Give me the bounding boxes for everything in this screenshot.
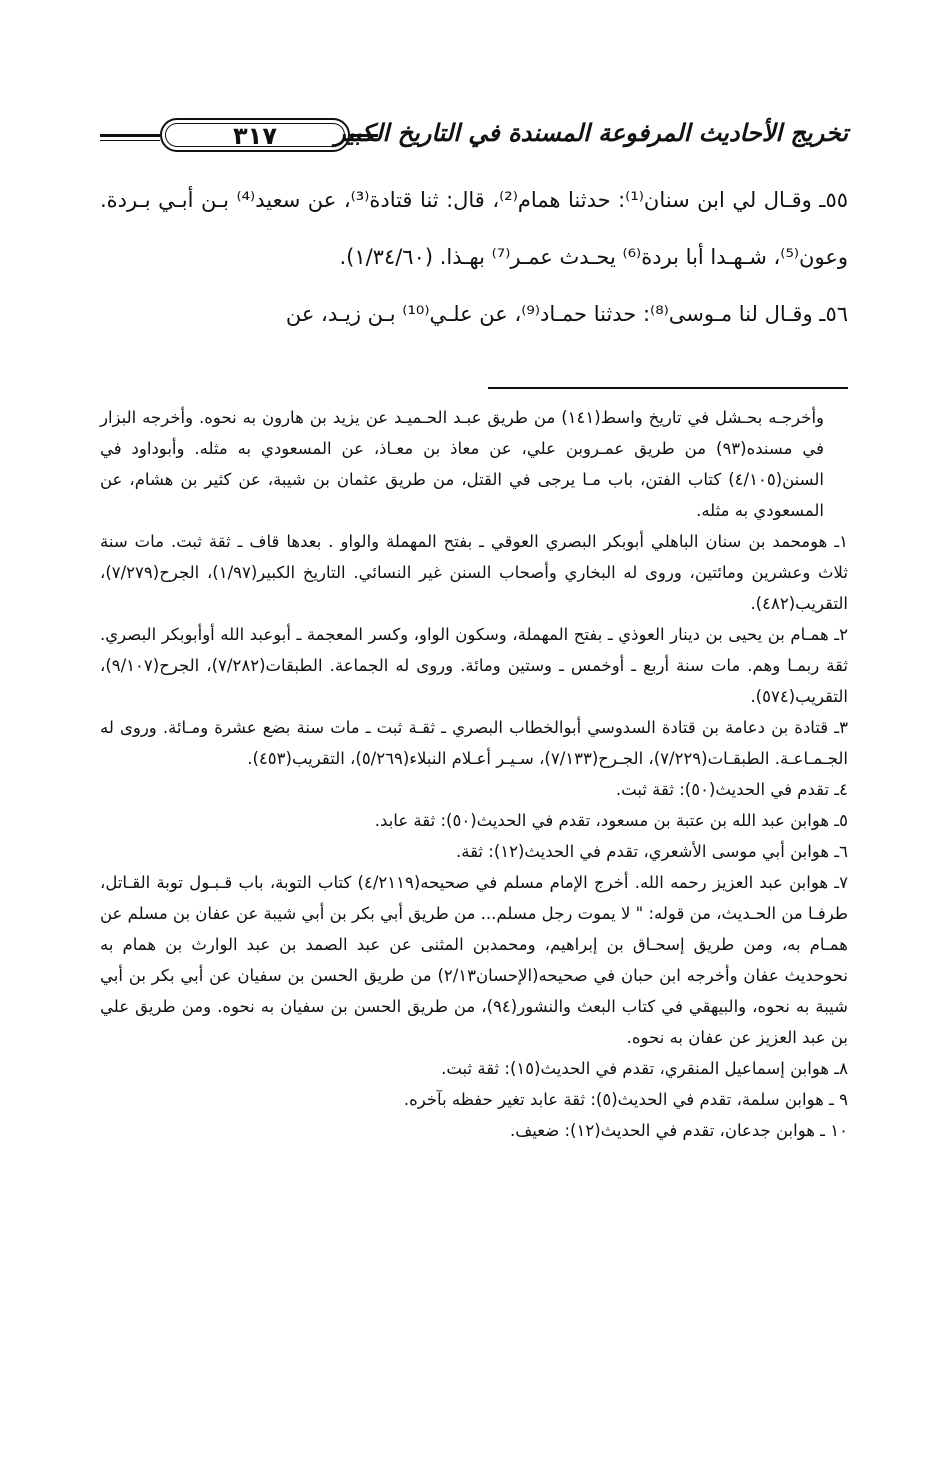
- hadith-56: ٥٦ـ وقـال لنا مـوسى⁽⁸⁾: حدثنا حمـاد⁽⁹⁾، عن علـي⁽¹⁰⁾ بـن زيـد، عن: [285, 302, 848, 326]
- footnote-10: ١٠ ـ هوابن جدعان، تقدم في الحديث(١٢): ضعيف.: [509, 1121, 848, 1140]
- page-number: ٣١٧: [233, 122, 277, 150]
- footnote-7: ٧ـ هوابن عبد العزيز رحمه الله. أخرج الإمام مسلم في صحيحه(٤/٢١١٩) كتاب التوبة، باب قـبـول توبة القـاتل، طرفـا من الحـديث، من قوله: " لا يموت رجل مسلم... من طريق أبي بكر بن أبي شيبة عن عفان بن مسلم عن همـام به، ومن طريق إسحـاق بن إبراهيم، ومحمدبن المثنى عن عبد الصمد بن عبد الوارث بن همام به نحوحديث عفان وأخرجه ابن حبان في صحيحه(الإحسان٢/١٣) من طريق الحسن بن سفيان عن أبي بكر بن أبي شيبة به نحوه، والبيهقي في كتاب البعث والنشور(٩٤)، من طريق الحسن بن سفيان به نحوه. ومن طريق علي بن عبد العزيز عن عفان به نحوه.: [100, 873, 848, 1047]
- footnotes: [100, 402, 848, 1146]
- page-number-frame: [160, 118, 350, 152]
- footnote-3: ٣ـ قتادة بن دعامة بن قتادة السدوسي أبوالخطاب البصري ـ ثقـة ثبت ـ مات سنة بضع عشرة ومـائة. وروى له الجـمـاعـة. الطبقـات(٧/٢٢٩)، الجـرح(٧/١٣٣)، سـيـر أعـلام النبلاء(٥/٢٦٩)، التقريب(٤٥٣).: [100, 718, 848, 768]
- footnote-8: ٨ـ هوابن إسماعيل المنقري، تقدم في الحديث(١٥): ثقة ثبت.: [441, 1059, 848, 1078]
- hadith-55: ٥٥ـ وقـال لي ابن سنان⁽¹⁾: حدثنا همام⁽²⁾، قال: ثنا قتادة⁽³⁾، عن سعيد⁽⁴⁾ بـن أبـي بـردة. وعون⁽⁵⁾، شـهـدا أبا بردة⁽⁶⁾ يحـدث عمـر⁽⁷⁾ بهـذا. (١/٣٤/٦٠).: [100, 188, 848, 269]
- footnote-4: ٤ـ تقدم في الحديث(٥٠): ثقة ثبت.: [615, 780, 848, 799]
- footnote-separator: [488, 387, 848, 389]
- running-header: [100, 112, 848, 162]
- footnote-continuation: وأخرجـه بحـشل في تاريخ واسط(١٤١) من طريق عبـد الحـميـد عن يزيد بن هارون به نحوه. وأخرجه البزار في مسنده(٩٣) من طريق عمـروبن علي، عن معاذ بن معـاذ، عن المسعودي به مثله. وأبوداود في السنن(٤/١٠٥) كتاب الفتن، باب مـا يرجى في القتل، من طريق عثمان بن شيبة، عن كثير بن هشام، عن المسعودي به مثله.: [100, 408, 824, 520]
- header-rule-left: [100, 134, 160, 141]
- footnote-9: ٩ ـ هوابن سلمة، تقدم في الحديث(٥): ثقة عابد تغير حفظه بآخره.: [403, 1090, 848, 1109]
- footnote-1: ١ـ هومحمد بن سنان الباهلي أبوبكر البصري العوقي ـ بفتح المهملة والواو . بعدها قاف ـ ثقة ثبت. مات سنة ثلاث وعشرين ومائتين، وروى له البخاري وأصحاب السنن غير النسائي. التاريخ الكبير(١/٩٧)، الجرح(٧/٢٧٩)، التقريب(٤٨٢).: [100, 532, 848, 613]
- footnote-5: ٥ـ هوابن عبد الله بن عتبة بن مسعود، تقدم في الحديث(٥٠): ثقة عابد.: [374, 811, 848, 830]
- footnote-6: ٦ـ هوابن أبي موسى الأشعري، تقدم في الحديث(١٢): ثقة.: [455, 842, 848, 861]
- main-text: [100, 172, 848, 343]
- footnote-2: ٢ـ همـام بن يحيى بن دينار العوذي ـ بفتح المهملة، وسكون الواو، وكسر المعجمة ـ أبوعبد الله أوأبوبكر البصري. ثقة ربمـا وهم. مات سنة أربع ـ أوخمس ـ وستين ومائة. وروى له الجماعة. الطبقات(٧/٢٨٢)، الجرح(٩/١٠٧)، التقريب(٥٧٤).: [100, 625, 848, 706]
- running-title: تخريج الأحاديث المرفوعة المسندة في التاريخ الكبير: [334, 118, 848, 147]
